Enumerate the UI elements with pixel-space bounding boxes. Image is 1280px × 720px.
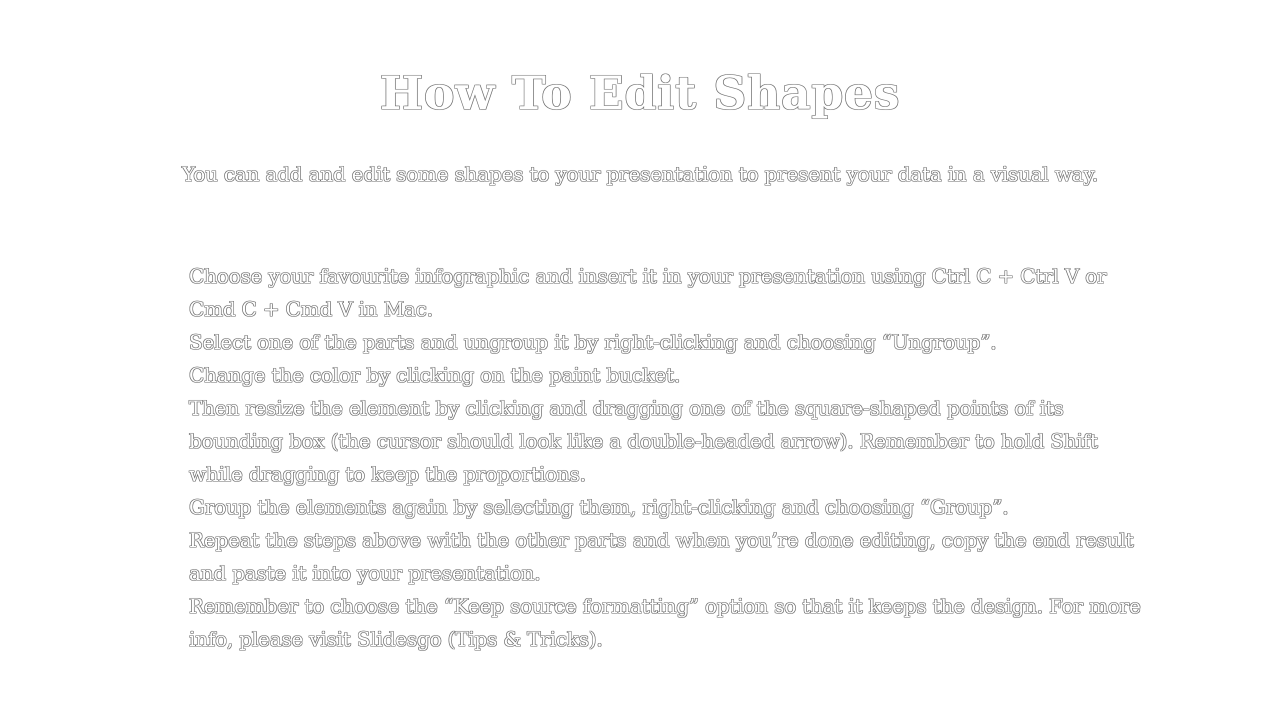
slide-subtitle: You can add and edit some shapes to your presentation to present your data in a visual way. (181, 162, 1099, 186)
step-item-6: Repeat the steps above with the other parts and when you’re done editing, copy the end result and paste it into your presentation. (189, 528, 1134, 585)
steps-list (189, 260, 1149, 656)
step-item-3: Change the color by clicking on the paint bucket. (189, 363, 681, 387)
slide-title: How To Edit Shapes (379, 66, 901, 120)
step-item-2: Select one of the parts and ungroup it by right-clicking and choosing “Ungroup”. (189, 330, 997, 354)
step-item-7: Remember to choose the “Keep source formatting” option so that it keeps the design. For more info, please visit Slidesgo (Tips & Tricks). (189, 594, 1141, 651)
step-item-1: Choose your favourite infographic and insert it in your presentation using Ctrl C + Ctrl V or Cmd C + Cmd V in Mac. (189, 264, 1107, 321)
step-item-4: Then resize the element by clicking and dragging one of the square-shaped points of its bounding box (the cursor should look like a double-headed arrow). Remember to hold Shift while dragging to keep the proportions. (189, 396, 1098, 486)
step-item-5: Group the elements again by selecting them, right-clicking and choosing “Group”. (189, 495, 1009, 519)
